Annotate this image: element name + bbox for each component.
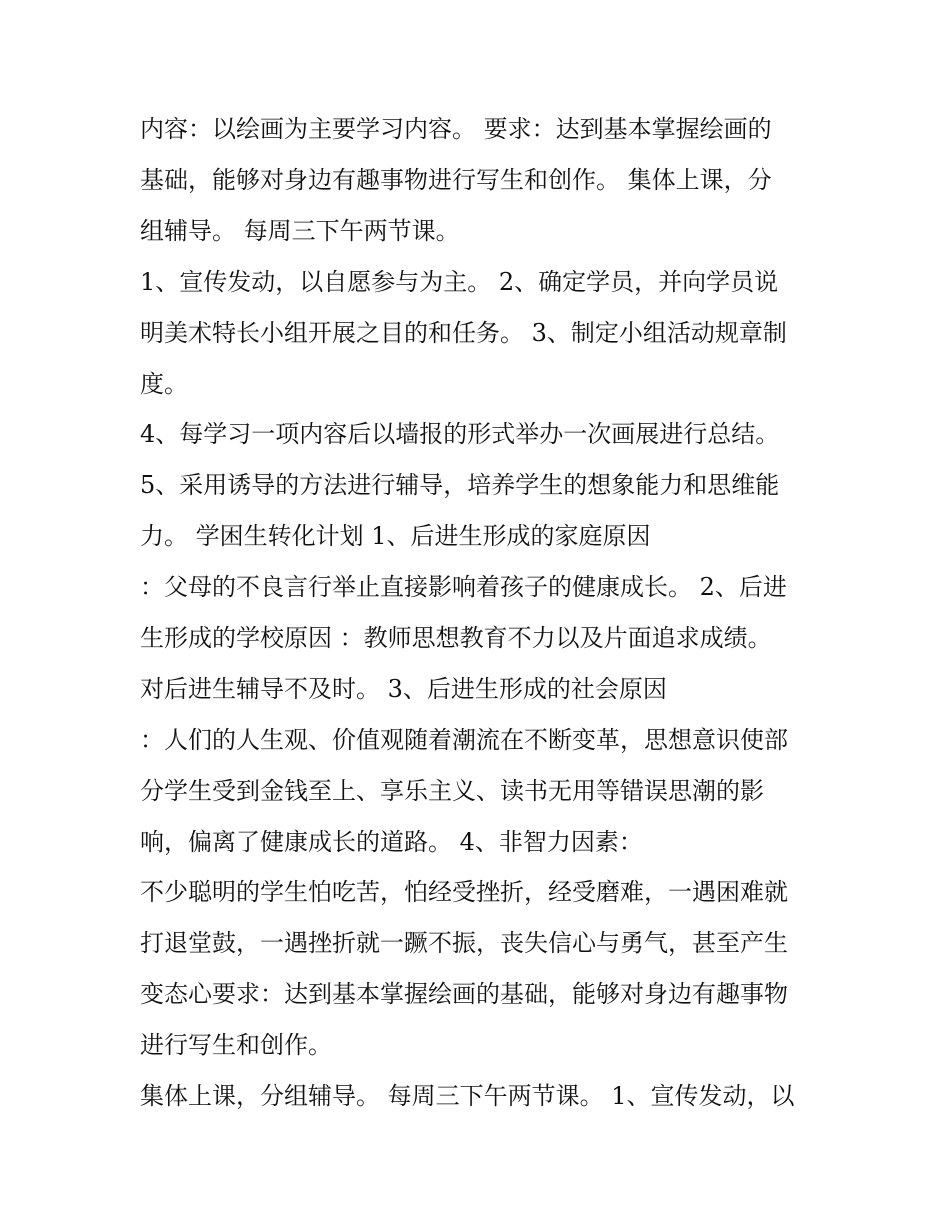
text-line: 变态心要求：达到基本掌握绘画的基础，能够对身边有趣事物 [140, 980, 788, 1008]
text-line: 5、采用诱导的方法进行辅导，培养学生的想象能力和思维能 [140, 471, 780, 499]
text-line: 响，偏离了健康成长的道路。 4、非智力因素： [140, 828, 643, 856]
text-line: 打退堂鼓，一遇挫折就一蹶不振，丧失信心与勇气，甚至产生 [140, 929, 788, 957]
text-line: ：父母的不良言行举止直接影响着孩子的健康成长。 2、后进 [140, 573, 787, 601]
text-line: 分学生受到金钱至上、享乐主义、读书无用等错误思潮的影 [140, 777, 764, 805]
text-line: 集体上课，分组辅导。 每周三下午两节课。 1、宣传发动，以 [140, 1082, 795, 1110]
text-line: 进行写生和创作。 [140, 1031, 332, 1059]
text-line: 内容：以绘画为主要学习内容。 要求：达到基本掌握绘画的 [140, 115, 772, 143]
text-line: 不少聪明的学生怕吃苦，怕经受挫折，经受磨难，一遇困难就 [140, 878, 788, 906]
text-line: 度。 [140, 370, 188, 398]
text-line: 1、宣传发动，以自愿参与为主。 2、确定学员，并向学员说 [140, 268, 779, 296]
text-line: 组辅导。 每周三下午两节课。 [140, 217, 460, 245]
text-line: ：人们的人生观、价值观随着潮流在不断变革，思想意识使部 [140, 726, 788, 754]
text-line: 基础，能够对身边有趣事物进行写生和创作。 集体上课，分 [140, 166, 772, 194]
text-line: 生形成的学校原因 ：教师思想教育不力以及片面追求成绩。 [140, 624, 772, 652]
text-line: 力。 学困生转化计划 1、后进生形成的家庭原因 [140, 522, 651, 550]
text-line: 4、每学习一项内容后以墙报的形式举办一次画展进行总结。 [140, 420, 780, 448]
text-line: 明美术特长小组开展之目的和任务。 3、制定小组活动规章制 [140, 319, 787, 347]
text-line: 对后进生辅导不及时。 3、后进生形成的社会原因 [140, 675, 667, 703]
